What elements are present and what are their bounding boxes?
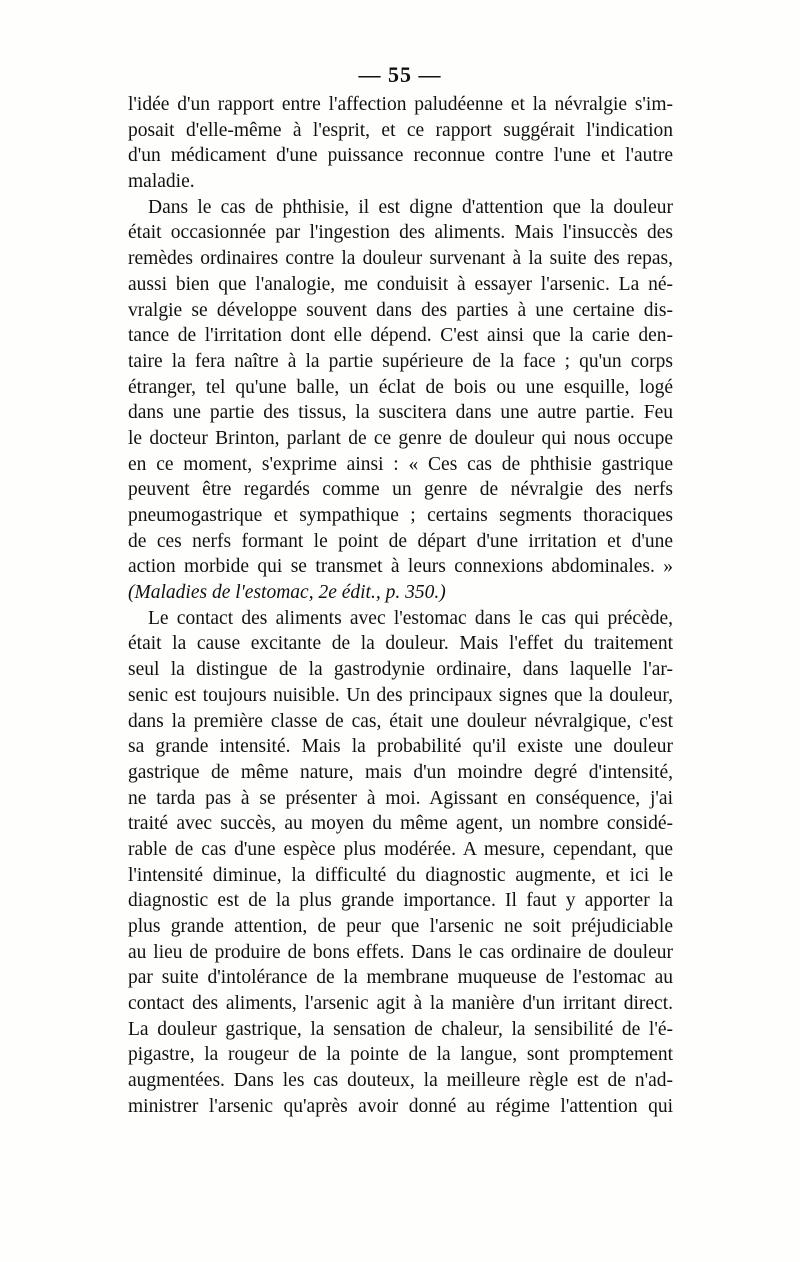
text-line: senic est toujours nuisible. Un des principaux signes que la douleur, bbox=[128, 684, 673, 706]
text-line: diagnostic est de la plus grande importance. Il faut y apporter la bbox=[128, 890, 673, 912]
text-line: seul la distingue de la gastrodynie ordinaire, dans laquelle l'ar- bbox=[128, 659, 673, 681]
text-line: vralgie se développe souvent dans des parties à une certaine dis- bbox=[128, 299, 673, 321]
text-line: augmentées. Dans les cas douteux, la meilleure règle est de n'ad- bbox=[128, 1070, 673, 1092]
text-line: dans la première classe de cas, était une douleur névralgique, c'est bbox=[128, 710, 673, 732]
text-line: étranger, tel qu'une balle, un éclat de bois ou une esquille, logé bbox=[128, 376, 673, 398]
citation-line: (Maladies de l'estomac, 2e édit., p. 350.) bbox=[128, 582, 446, 604]
text-line: le docteur Brinton, parlant de ce genre de douleur qui nous occupe bbox=[128, 427, 673, 449]
text-line: l'idée d'un rapport entre l'affection paludéenne et la névralgie s'im- bbox=[128, 94, 673, 115]
text-line: plus grande attention, de peur que l'arsenic ne soit préjudiciable bbox=[128, 916, 673, 937]
text-line: peuvent être regardés comme un genre de névralgie des nerfs bbox=[128, 479, 673, 501]
text-line: aussi bien que l'analogie, me conduisit à essayer l'arsenic. La né- bbox=[128, 273, 673, 295]
text-line: posait d'elle-même à l'esprit, et ce rapport suggérait l'indication bbox=[128, 119, 673, 141]
text-line: tance de l'irritation dont elle dépend. C'est ainsi que la carie den- bbox=[128, 325, 673, 347]
paragraph-start-line: Le contact des aliments avec l'estomac dans le cas qui précède, bbox=[148, 607, 673, 629]
text-line: La douleur gastrique, la sensation de chaleur, la sensibilité de l'é- bbox=[128, 1018, 673, 1040]
text-line: ne tarda pas à se présenter à moi. Agissant en conséquence, j'ai bbox=[128, 787, 673, 809]
text-line: traité avec succès, au moyen du même agent, un nombre considé- bbox=[128, 813, 673, 835]
text-line: dans une partie des tissus, la suscitera dans une autre partie. Feu bbox=[128, 402, 673, 424]
text-line: était occasionnée par l'ingestion des aliments. Mais l'insuccès des bbox=[128, 222, 673, 244]
text-line: par suite d'intolérance de la membrane muqueuse de l'estomac au bbox=[128, 967, 673, 989]
text-line: l'intensité diminue, la difficulté du diagnostic augmente, et ici le bbox=[128, 864, 673, 886]
text-line: gastrique de même nature, mais d'un moindre degré d'intensité, bbox=[128, 761, 673, 783]
text-line: pigastre, la rougeur de la pointe de la langue, sont promptement bbox=[128, 1044, 673, 1066]
page-number: — 55 — bbox=[358, 62, 442, 87]
text-line: en ce moment, s'exprime ainsi : « Ces cas de phthisie gastrique bbox=[128, 453, 673, 475]
body-text bbox=[128, 92, 673, 1120]
text-line: ministrer l'arsenic qu'après avoir donné au régime l'attention qui bbox=[128, 1095, 673, 1117]
text-line: contact des aliments, l'arsenic agit à la manière d'un irritant direct. bbox=[128, 993, 673, 1015]
text-line: d'un médicament d'une puissance reconnue contre l'une et l'autre bbox=[128, 145, 673, 167]
paragraph-start-line: Dans le cas de phthisie, il est digne d'attention que la douleur bbox=[148, 196, 673, 218]
text-line: maladie. bbox=[128, 171, 195, 193]
text-line: action morbide qui se transmet à leurs connexions abdominales. » bbox=[128, 556, 673, 578]
text-line: rable de cas d'une espèce plus modérée. A mesure, cependant, que bbox=[128, 838, 673, 860]
text-line: taire la fera naître à la partie supérieure de la face ; qu'un corps bbox=[128, 350, 673, 372]
text-line: sa grande intensité. Mais la probabilité qu'il existe une douleur bbox=[128, 736, 673, 758]
text-line: pneumogastrique et sympathique ; certains segments thoraciques bbox=[128, 505, 673, 526]
text-line: remèdes ordinaires contre la douleur survenant à la suite des repas, bbox=[128, 248, 673, 270]
text-line: de ces nerfs formant le point de départ d'une irritation et d'une bbox=[128, 530, 673, 552]
text-line: au lieu de produire de bons effets. Dans le cas ordinaire de douleur bbox=[128, 941, 673, 963]
text-line: était la cause excitante de la douleur. Mais l'effet du traitement bbox=[128, 633, 673, 655]
